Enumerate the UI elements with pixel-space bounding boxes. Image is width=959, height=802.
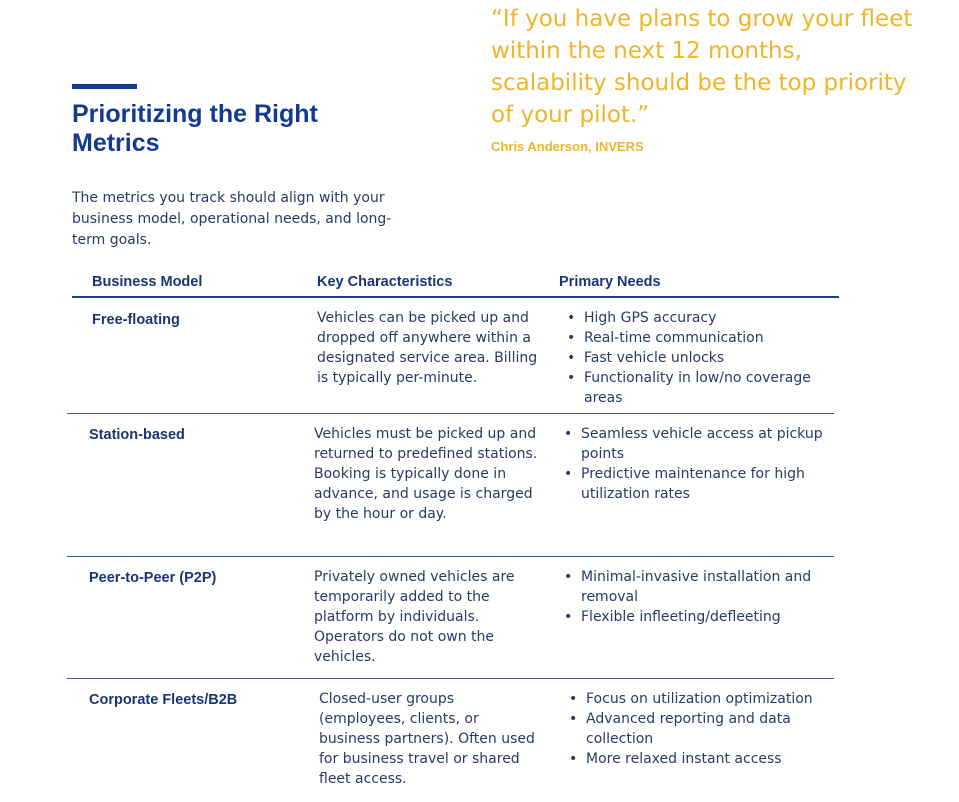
row-divider (67, 678, 834, 679)
list-item: • Real-time communication (564, 328, 834, 348)
list-item: • Minimal-invasive installation and removal (561, 567, 831, 607)
row-model: Free-floating (92, 312, 180, 328)
row-model: Corporate Fleets/B2B (89, 692, 238, 708)
list-item: • Fast vehicle unlocks (564, 348, 834, 368)
list-item: • More relaxed instant access (566, 749, 836, 769)
row-needs-list (564, 308, 834, 408)
row-model: Station-based (89, 427, 185, 443)
row-needs-list (566, 689, 836, 769)
list-item: • Flexible infleeting/defleeting (561, 607, 831, 627)
list-item: • Seamless vehicle access at pickup points (561, 424, 831, 464)
header-business-model: Business Model (92, 274, 203, 290)
quote-author: Chris Anderson, INVERS (491, 139, 644, 154)
row-characteristics: Closed-user groups (employees, clients, or business partners). Often used for business travel or shared fleet access. (319, 691, 535, 787)
header-primary-needs: Primary Needs (559, 274, 661, 290)
title-accent-bar (72, 84, 137, 89)
row-model: Peer-to-Peer (P2P) (89, 570, 217, 586)
list-item: • Predictive maintenance for high utilization rates (561, 464, 831, 504)
intro-paragraph: The metrics you track should align with your business model, operational needs, and long-term goals. (72, 190, 392, 248)
header-divider (72, 296, 839, 298)
section-title: Prioritizing the Right Metrics (72, 100, 318, 157)
row-divider (67, 413, 834, 414)
row-characteristics: Vehicles must be picked up and returned to predefined stations. Booking is typically done in advance, and usage is charged by the hour or day. (314, 426, 538, 522)
list-item: • High GPS accuracy (564, 308, 834, 328)
list-item: • Functionality in low/no coverage areas (564, 368, 834, 408)
list-item: • Focus on utilization optimization (566, 689, 836, 709)
header-key-characteristics: Key Characteristics (317, 274, 453, 290)
row-divider (67, 556, 834, 557)
row-needs-list (561, 424, 831, 504)
pull-quote: “If you have plans to grow your fleet within the next 12 months, scalability should be the top priority of your pilot.” (491, 6, 913, 128)
list-item: • Advanced reporting and data collection (566, 709, 836, 749)
row-characteristics: Privately owned vehicles are temporarily added to the platform by individuals. Operators do not own the vehicles. (314, 569, 515, 665)
row-needs-list (561, 567, 831, 627)
row-characteristics: Vehicles can be picked up and dropped off anywhere within a designated service area. Billing is typically per-minute. (317, 310, 538, 386)
